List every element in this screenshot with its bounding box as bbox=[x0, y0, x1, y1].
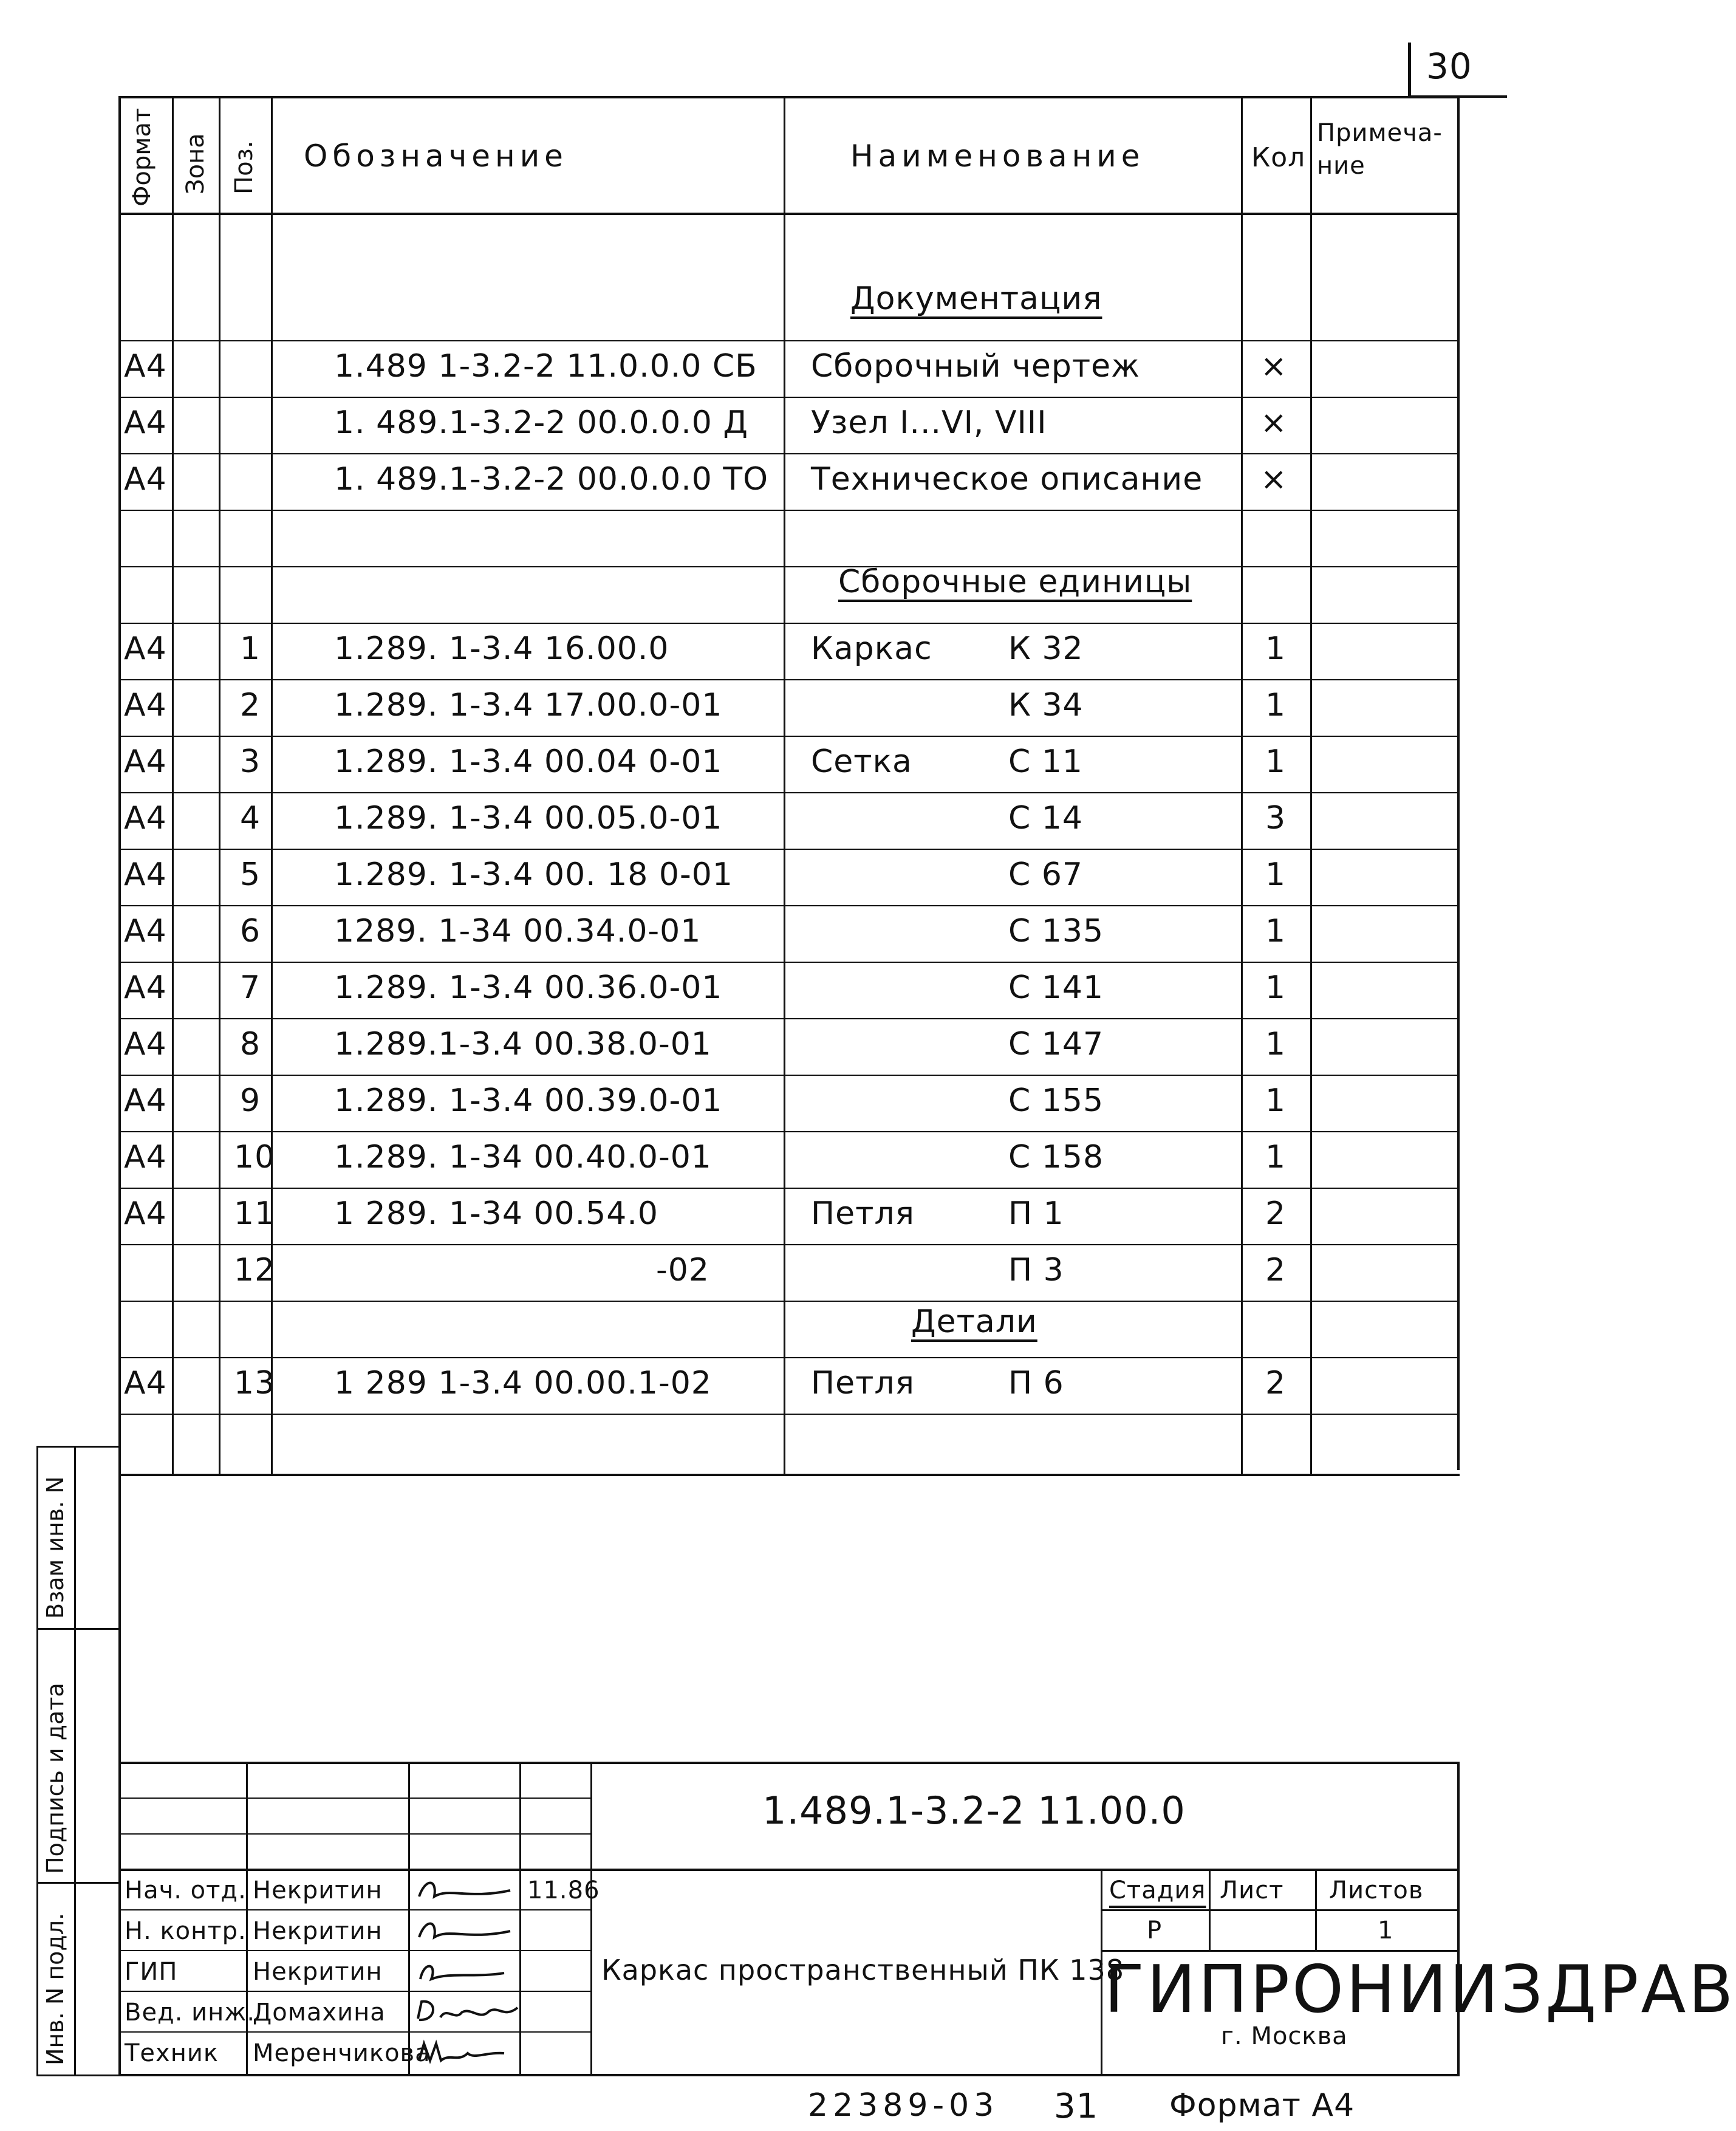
row-qty: 1 bbox=[1265, 1083, 1287, 1119]
role-label: Нач. отд. bbox=[125, 1876, 247, 1904]
header-note: Примеча- ние bbox=[1317, 119, 1443, 180]
title-line bbox=[1101, 1909, 1460, 1911]
row-qty: 1 bbox=[1265, 970, 1287, 1006]
paper-format: Формат А4 bbox=[1169, 2087, 1355, 2124]
header-name: Наименование bbox=[850, 139, 1145, 174]
title-col bbox=[590, 1762, 592, 2076]
row-designation: 1289. 1-34 00.34.0-01 bbox=[334, 913, 702, 949]
sheets-label: Листов bbox=[1329, 1876, 1424, 1904]
section-details: Детали bbox=[911, 1304, 1037, 1340]
person-name: Некритин bbox=[253, 1958, 383, 1986]
row-designation: 1.289.1-3.4 00.38.0-01 bbox=[334, 1026, 712, 1062]
row-mark: С 11 bbox=[1008, 744, 1084, 780]
document-title: Каркас пространственный ПК 138 bbox=[601, 1954, 1125, 1986]
role-label: ГИП bbox=[125, 1958, 178, 1986]
row-format: А4 bbox=[124, 1139, 167, 1175]
row-designation: 1.289. 1-34 00.40.0-01 bbox=[334, 1139, 712, 1175]
signature-gip bbox=[413, 1954, 516, 1990]
row-designation: 1 289 1-3.4 00.00.1-02 bbox=[334, 1365, 712, 1401]
row-line bbox=[118, 1244, 1460, 1245]
role-label: Вед. инж. bbox=[125, 1999, 256, 2027]
row-line bbox=[118, 1414, 1460, 1415]
row-mark: П 1 bbox=[1008, 1195, 1064, 1232]
title-block-divider bbox=[118, 1869, 1460, 1871]
row-format: А4 bbox=[124, 631, 167, 667]
row-mark: С 135 bbox=[1008, 913, 1104, 949]
signature-n-kontr bbox=[413, 1913, 516, 1949]
sheet-number-border bbox=[1408, 43, 1411, 97]
header-designation: Обозначение bbox=[304, 139, 568, 174]
row-format: А4 bbox=[124, 800, 167, 836]
row-mark: К 34 bbox=[1008, 687, 1084, 723]
side-stamp-line bbox=[74, 1446, 76, 2076]
title-line bbox=[118, 1797, 592, 1799]
side-stamp-inv-orig: Инв. N подл. bbox=[42, 1912, 69, 2065]
row-name: Сетка bbox=[811, 744, 912, 780]
row-line bbox=[118, 962, 1460, 963]
row-qty: 1 bbox=[1265, 631, 1287, 667]
row-designation: 1.289. 1-3.4 00.05.0-01 bbox=[334, 800, 723, 836]
side-stamp-line bbox=[36, 2075, 121, 2076]
date-value: 11.86 bbox=[527, 1876, 600, 1904]
row-pos: 3 bbox=[240, 744, 261, 780]
title-block-bottom bbox=[118, 2074, 1460, 2076]
row-name: Техническое описание bbox=[811, 461, 1203, 498]
role-label: Н. контр. bbox=[125, 1917, 247, 1945]
col-line-zone bbox=[219, 96, 220, 1476]
section-documentation: Документация bbox=[850, 281, 1102, 317]
title-line bbox=[118, 1909, 592, 1910]
col-line-name bbox=[1241, 96, 1243, 1476]
title-col bbox=[1209, 1869, 1211, 1951]
row-pos: 13 bbox=[234, 1365, 276, 1401]
row-pos: 11 bbox=[234, 1195, 276, 1232]
row-format: А4 bbox=[124, 1365, 167, 1401]
title-block-top bbox=[118, 1762, 1460, 1764]
row-mark: П 6 bbox=[1008, 1365, 1064, 1401]
row-line bbox=[118, 1075, 1460, 1076]
row-pos: 8 bbox=[240, 1026, 261, 1062]
row-mark: С 158 bbox=[1008, 1139, 1104, 1175]
row-line bbox=[118, 849, 1460, 850]
frame-left bbox=[118, 96, 121, 2076]
row-designation: 1.289. 1-3.4 00. 18 0-01 bbox=[334, 857, 733, 893]
row-qty: × bbox=[1260, 461, 1288, 498]
side-stamp-vzam: Взам инв. N bbox=[42, 1476, 69, 1619]
header-divider bbox=[118, 213, 1460, 215]
row-qty: 2 bbox=[1265, 1365, 1287, 1401]
signature-tekhnik bbox=[413, 2035, 516, 2071]
row-pos: 10 bbox=[234, 1139, 276, 1175]
row-line bbox=[118, 510, 1460, 511]
row-qty: × bbox=[1260, 405, 1288, 441]
sheet-number: 30 bbox=[1426, 46, 1472, 87]
row-qty: 2 bbox=[1265, 1195, 1287, 1232]
person-name: Некритин bbox=[253, 1917, 383, 1945]
row-qty: 1 bbox=[1265, 1026, 1287, 1062]
frame-right bbox=[1457, 96, 1460, 1470]
title-col bbox=[408, 1762, 410, 2076]
side-stamp-line bbox=[36, 1882, 121, 1884]
person-name: Некритин bbox=[253, 1876, 383, 1904]
row-qty: × bbox=[1260, 348, 1288, 385]
row-name: Петля bbox=[811, 1195, 915, 1232]
row-line bbox=[118, 679, 1460, 680]
side-stamp-line bbox=[36, 1446, 38, 2076]
row-format: А4 bbox=[124, 970, 167, 1006]
row-format: А4 bbox=[124, 405, 167, 441]
row-pos: 9 bbox=[240, 1083, 261, 1119]
side-stamp-sign-date: Подпись и дата bbox=[42, 1683, 69, 1874]
header-format: Формат bbox=[128, 108, 156, 207]
row-qty: 1 bbox=[1265, 687, 1287, 723]
row-mark: С 141 bbox=[1008, 970, 1104, 1006]
row-line bbox=[118, 623, 1460, 624]
page-number: 31 bbox=[1054, 2087, 1099, 2126]
row-pos: 6 bbox=[240, 913, 261, 949]
title-line bbox=[118, 1950, 592, 1951]
row-mark: С 14 bbox=[1008, 800, 1084, 836]
row-line bbox=[118, 566, 1460, 567]
organization-logo: ГИПРОНИИЗДРАВ bbox=[1104, 1952, 1736, 2028]
row-mark: П 3 bbox=[1008, 1252, 1064, 1288]
row-line bbox=[118, 905, 1460, 906]
row-name: Каркас bbox=[811, 631, 932, 667]
title-line bbox=[118, 2031, 592, 2033]
row-line bbox=[118, 736, 1460, 737]
row-format: А4 bbox=[124, 1026, 167, 1062]
row-designation: 1.289. 1-3.4 16.00.0 bbox=[334, 631, 669, 667]
row-designation: 1.289. 1-3.4 00.36.0-01 bbox=[334, 970, 723, 1006]
header-zone: Зона bbox=[182, 133, 210, 194]
side-stamp-line bbox=[36, 1628, 121, 1630]
row-pos: 2 bbox=[240, 687, 261, 723]
sheet-label: Лист bbox=[1220, 1876, 1284, 1904]
stage-label: Стадия bbox=[1109, 1876, 1206, 1904]
row-pos: 7 bbox=[240, 970, 261, 1006]
row-designation: 1.489 1-3.2-2 11.0.0.0 СБ bbox=[334, 348, 757, 385]
row-line bbox=[118, 792, 1460, 793]
side-stamp-line bbox=[36, 1446, 121, 1448]
row-name: Петля bbox=[811, 1365, 915, 1401]
table-bottom bbox=[118, 1474, 1460, 1476]
organization-city: г. Москва bbox=[1221, 2022, 1348, 2050]
row-designation: 1. 489.1-3.2-2 00.0.0.0 ТО bbox=[334, 461, 769, 498]
row-mark: С 67 bbox=[1008, 857, 1084, 893]
row-format: А4 bbox=[124, 461, 167, 498]
row-qty: 1 bbox=[1265, 744, 1287, 780]
row-format: А4 bbox=[124, 687, 167, 723]
row-designation: -02 bbox=[656, 1252, 709, 1288]
row-name: Узел I...VI, VIII bbox=[811, 405, 1047, 441]
header-qty: Кол bbox=[1251, 142, 1306, 173]
row-format: А4 bbox=[124, 857, 167, 893]
row-line bbox=[118, 1018, 1460, 1019]
row-designation: 1 289. 1-34 00.54.0 bbox=[334, 1195, 658, 1232]
title-line bbox=[118, 1833, 592, 1835]
row-format: А4 bbox=[124, 348, 167, 385]
row-designation: 1.289. 1-3.4 00.04 0-01 bbox=[334, 744, 723, 780]
role-label: Техник bbox=[125, 2039, 219, 2067]
row-line bbox=[118, 1357, 1460, 1358]
title-col bbox=[1315, 1869, 1317, 1951]
row-pos: 12 bbox=[234, 1252, 276, 1288]
row-line bbox=[118, 1188, 1460, 1189]
inventory-number: 22389-03 bbox=[808, 2087, 999, 2124]
row-qty: 1 bbox=[1265, 857, 1287, 893]
row-qty: 3 bbox=[1265, 800, 1287, 836]
row-format: А4 bbox=[124, 1083, 167, 1119]
row-designation: 1. 489.1-3.2-2 00.0.0.0 Д bbox=[334, 405, 749, 441]
row-qty: 2 bbox=[1265, 1252, 1287, 1288]
person-name: Меренчикова bbox=[253, 2039, 431, 2067]
row-format: А4 bbox=[124, 1195, 167, 1232]
row-designation: 1.289. 1-3.4 17.00.0-01 bbox=[334, 687, 723, 723]
col-line-designation bbox=[784, 96, 785, 1476]
person-name: Домахина bbox=[253, 1999, 386, 2027]
frame-top bbox=[118, 96, 1460, 98]
title-block-right bbox=[1457, 1762, 1460, 2076]
signature-nach-otd bbox=[413, 1872, 516, 1909]
row-mark: К 32 bbox=[1008, 631, 1084, 667]
row-pos: 4 bbox=[240, 800, 261, 836]
col-line-format bbox=[172, 96, 174, 1476]
row-line bbox=[118, 397, 1460, 398]
doc-code: 1.489.1-3.2-2 11.00.0 bbox=[762, 1788, 1186, 1833]
row-qty: 1 bbox=[1265, 1139, 1287, 1175]
row-line bbox=[118, 340, 1460, 341]
row-mark: С 147 bbox=[1008, 1026, 1104, 1062]
header-pos: Поз. bbox=[230, 140, 258, 194]
section-assembly-units: Сборочные единицы bbox=[838, 564, 1192, 600]
row-designation: 1.289. 1-3.4 00.39.0-01 bbox=[334, 1083, 723, 1119]
sheets-value: 1 bbox=[1378, 1917, 1394, 1945]
row-format: А4 bbox=[124, 913, 167, 949]
row-mark: С 155 bbox=[1008, 1083, 1104, 1119]
row-format: А4 bbox=[124, 744, 167, 780]
title-line bbox=[118, 1991, 592, 1992]
row-pos: 1 bbox=[240, 631, 261, 667]
row-qty: 1 bbox=[1265, 913, 1287, 949]
row-line bbox=[118, 453, 1460, 454]
row-pos: 5 bbox=[240, 857, 261, 893]
signature-ved-inzh bbox=[413, 1994, 522, 2031]
row-line bbox=[118, 1131, 1460, 1132]
row-name: Сборочный чертеж bbox=[811, 348, 1140, 385]
col-line-qty bbox=[1310, 96, 1312, 1476]
row-line bbox=[118, 1301, 1460, 1302]
stage-value: Р bbox=[1147, 1917, 1163, 1945]
